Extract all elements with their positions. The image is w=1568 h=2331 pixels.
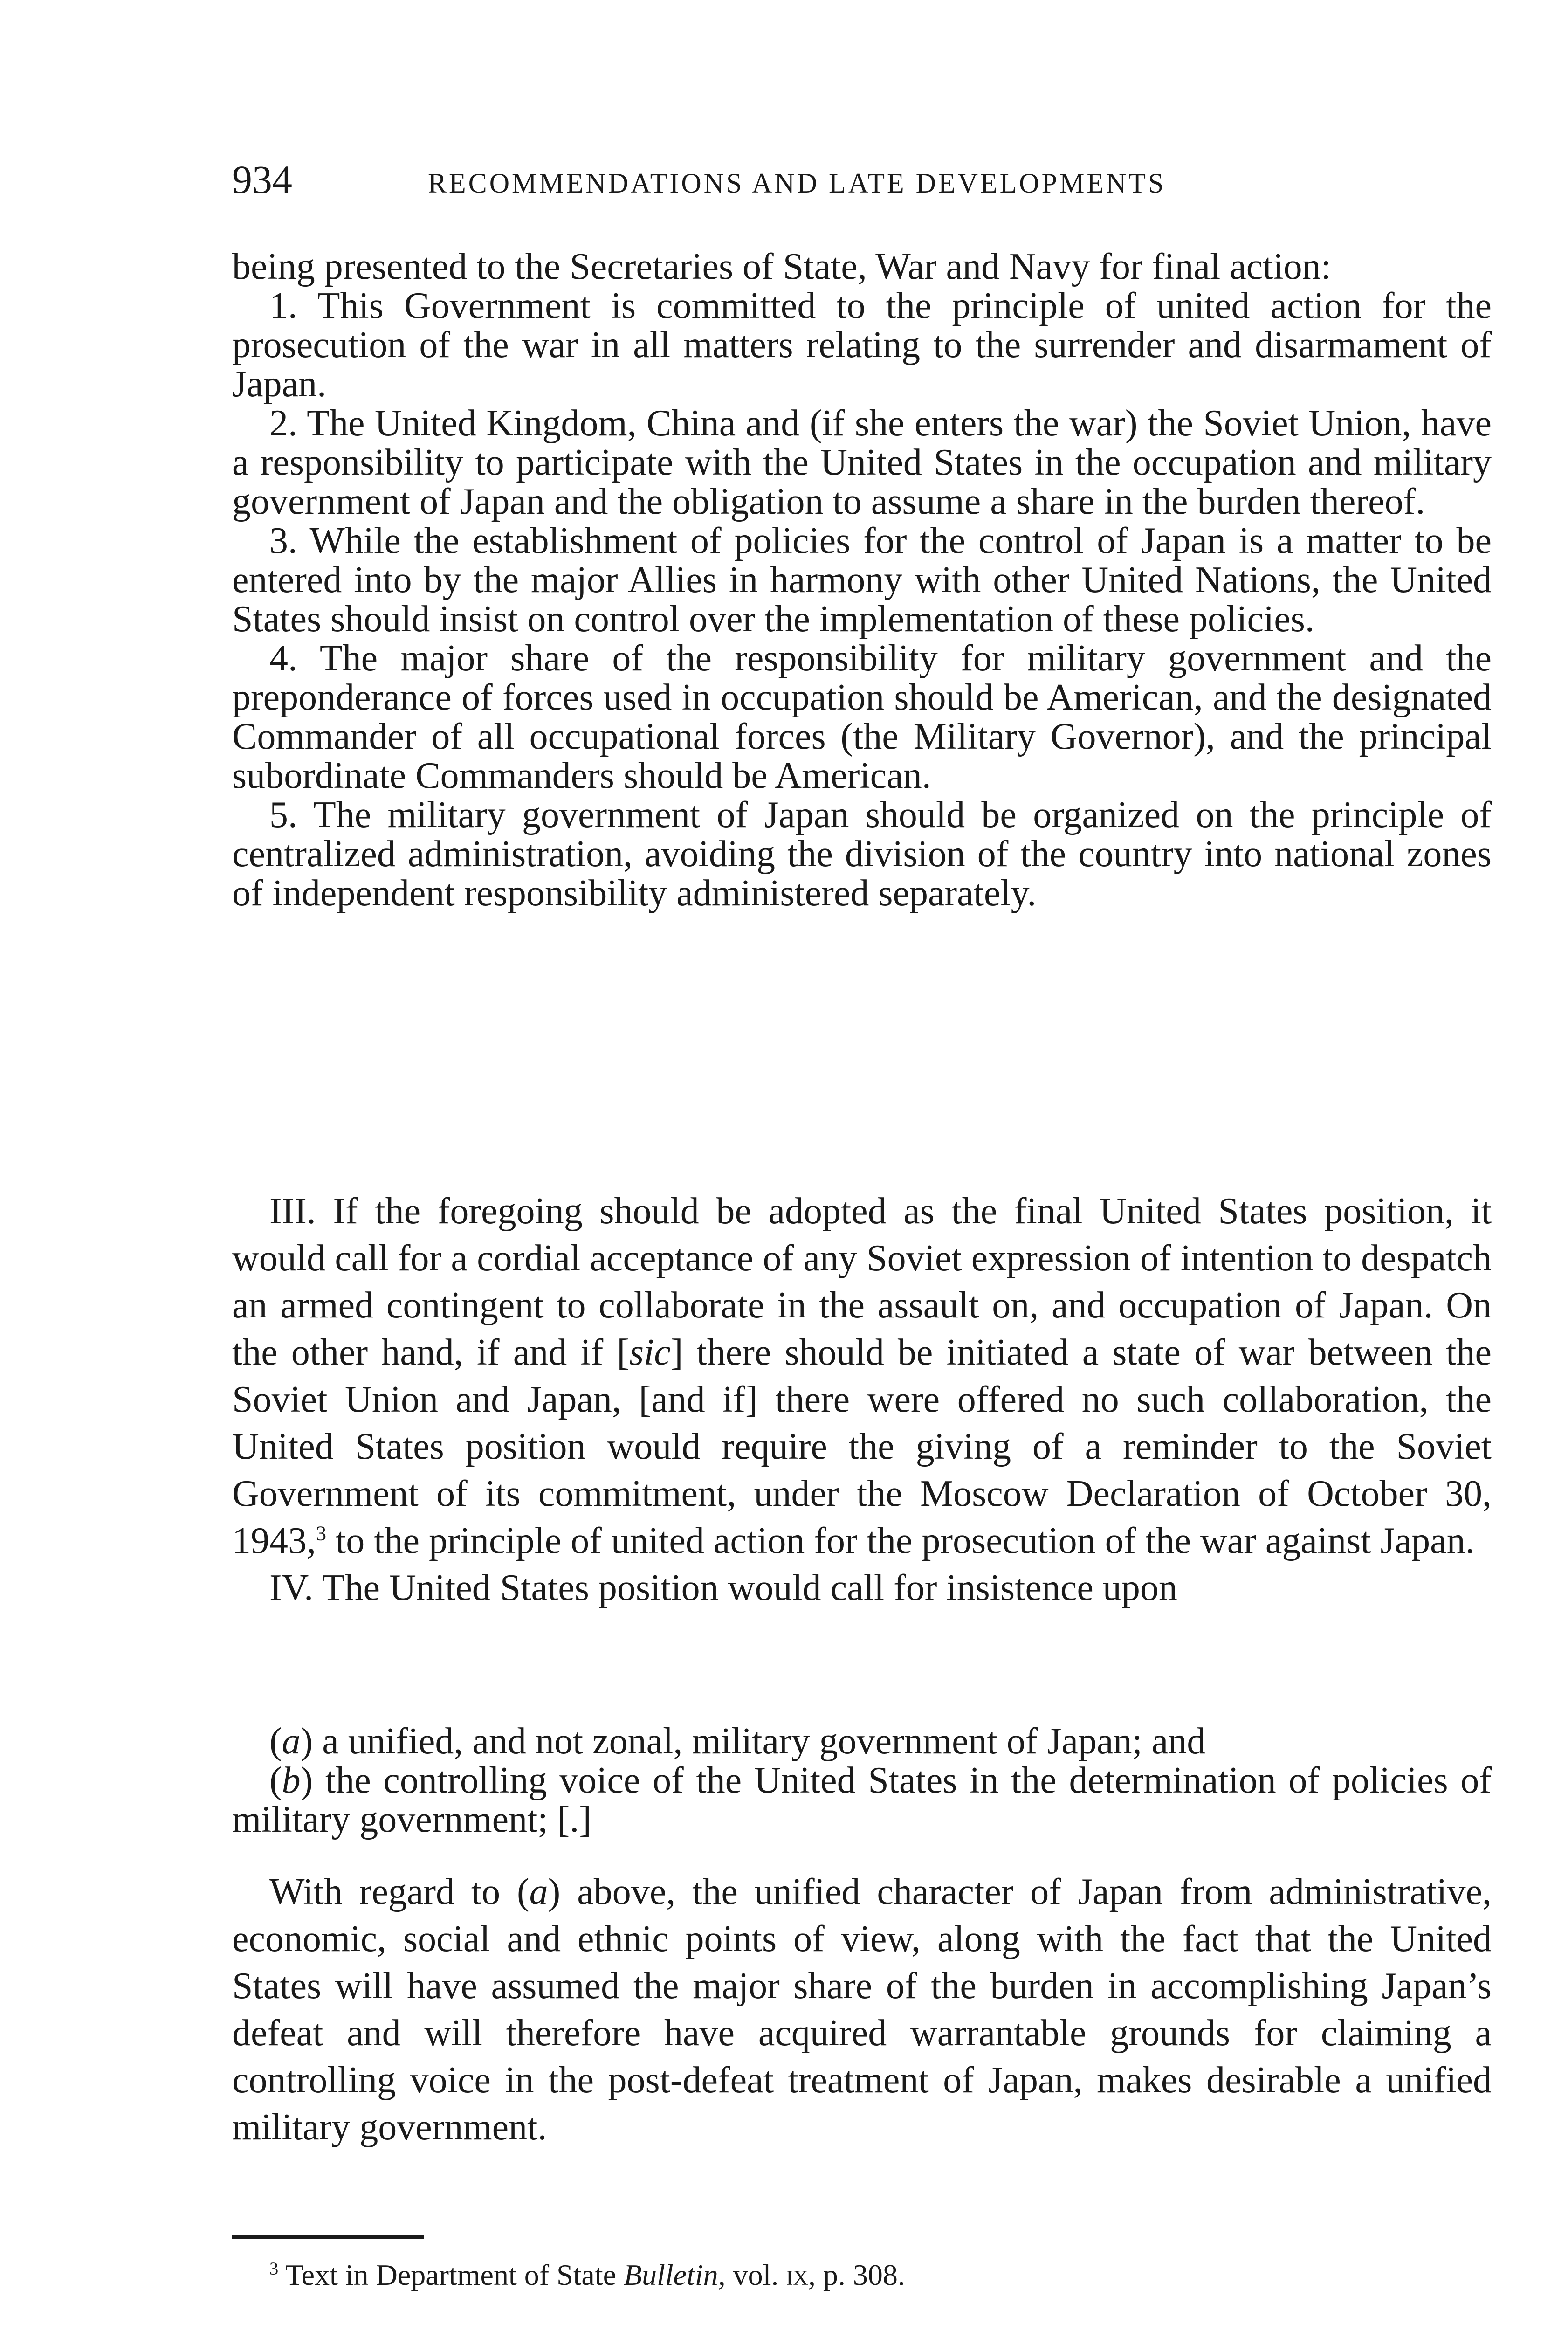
item-5: 5. The military government of Japan should be organized on the principle of centralized administration, avoiding the division of the country into national zones of independent responsibility administered separately. xyxy=(232,794,1492,914)
sub-item-a: (a) a unified, and not zonal, military government of Japan; and xyxy=(269,1721,1206,1762)
section-iii-text-2: ] there should be initiated a state of war between the Soviet Union and Japan, [and if] there were offered no such collaboration, the United States position would require the giving of a reminder to the Soviet Government of its commitment, under the Moscow Declaration of October 30, 1943, xyxy=(232,1332,1492,1561)
footnote-rule xyxy=(232,2235,424,2239)
section-iv-paragraph: IV. The United States position would call for insistence upon xyxy=(269,1567,1177,1608)
regard-text-1: With regard to ( xyxy=(269,1871,530,1912)
intro-paragraph: being presented to the Secretaries of State, War and Navy for final action: xyxy=(232,246,1331,287)
section-iii-text-3: to the principle of united action for the prosecution of the war against Japan. xyxy=(326,1520,1475,1561)
recommendations-list xyxy=(232,247,1492,913)
section-iv-subitems xyxy=(232,1722,1492,1839)
sub-item-a-text: a unified, and not zonal, military government of Japan; and xyxy=(313,1721,1206,1762)
footnote-text-1: Text in Department of State xyxy=(278,2258,624,2291)
section-iii-text-1: III. If the foregoing should be adopted as the final United States position, it would call for a cordial acceptance of any Soviet expression of intention to despatch an armed contingent to collaborate in the assault on, and occupation of Japan. On the other hand, if and if [ xyxy=(232,1191,1492,1373)
item-4: 4. The major share of the responsibility for military government and the preponderance of forces used in occupation should be American, and the designated Commander of all occupational forces (the Military Governor), and the principal subordinate Commanders should be American. xyxy=(232,638,1492,796)
sic-note: sic xyxy=(629,1332,671,1373)
regard-label: a xyxy=(529,1871,548,1912)
sub-item-b-text: the controlling voice of the United States in the determination of policies of military government; [.] xyxy=(232,1760,1492,1840)
footnote-publication: Bulletin xyxy=(624,2258,718,2291)
footnote-reference: 3 xyxy=(316,1522,326,1545)
footnote xyxy=(269,2254,905,2296)
page-number: 934 xyxy=(232,157,292,202)
section-iii xyxy=(232,1188,1492,1612)
footnote-volume: ix xyxy=(786,2258,808,2291)
sub-item-b: (b) the controlling voice of the United States in the determination of policies of military government; [.] xyxy=(232,1760,1492,1840)
regard-paragraph xyxy=(232,1869,1492,2151)
running-title: RECOMMENDATIONS AND LATE DEVELOPMENTS xyxy=(428,168,1166,199)
regard-paragraph-block xyxy=(232,1869,1492,2151)
item-2: 2. The United Kingdom, China and (if she enters the war) the Soviet Union, have a responsibility to participate with the United States in the occupation and military government of Japan and the obligation to assume a share in the burden thereof. xyxy=(232,403,1492,522)
item-3: 3. While the establishment of policies for the control of Japan is a matter to be entered into by the major Allies in harmony with other United Nations, the United States should insist on control over the implementation of these policies. xyxy=(232,520,1492,640)
item-1: 1. This Government is committed to the principle of united action for the prosecution of the war in all matters relating to the surrender and disarmament of Japan. xyxy=(232,285,1492,405)
regard-text-2: ) above, the unified character of Japan from administrative, economic, social and ethnic points of view, along with the fact that the United States will have assumed the major share of the burden in accomplishing Japan’s defeat and will therefore have acquired warrantable grounds for claiming a controlling voice in the post-defeat treatment of Japan, makes desirable a unified military government. xyxy=(232,1871,1492,2148)
footnote-mark: 3 xyxy=(269,2259,279,2279)
footnote-text-2: , vol. xyxy=(718,2258,786,2291)
section-iii-paragraph xyxy=(232,1188,1492,1565)
sub-item-a-label: a xyxy=(282,1721,301,1762)
page-header xyxy=(232,154,1491,205)
sub-item-b-label: b xyxy=(282,1760,301,1801)
footnote-text-3: , p. 308. xyxy=(808,2258,905,2291)
